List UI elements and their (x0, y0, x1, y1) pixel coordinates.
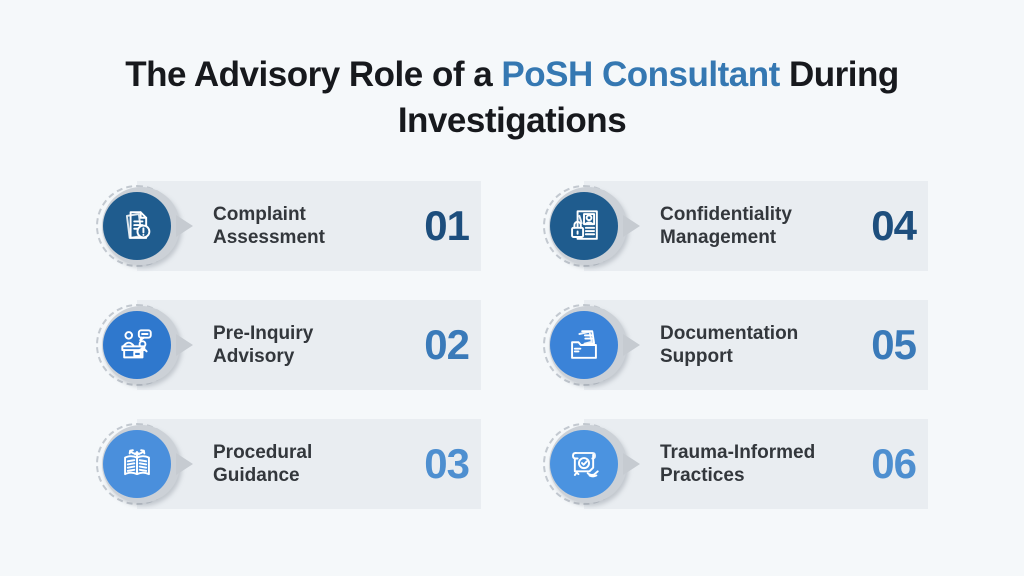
item-label: Complaint Assessment (213, 204, 325, 248)
badge-pointer (176, 215, 193, 237)
list-item (137, 300, 481, 390)
item-badge (543, 304, 625, 386)
complaint-document-alert-icon (103, 192, 171, 260)
title-highlight: PoSH Consultant (501, 55, 780, 94)
badge-pointer (176, 334, 193, 356)
item-badge (96, 423, 178, 505)
guidance-open-book-paths-icon (103, 430, 171, 498)
list-item (137, 181, 481, 271)
list-item (137, 419, 481, 509)
badge-pointer (623, 453, 640, 475)
item-label: Confidentiality Management (660, 204, 792, 248)
item-label: Trauma-Informed Practices (660, 442, 816, 486)
badge-pointer (623, 215, 640, 237)
item-number: 03 (424, 440, 469, 487)
page-title (72, 52, 952, 144)
item-badge (543, 185, 625, 267)
item-badge (543, 423, 625, 505)
item-number: 01 (424, 202, 469, 249)
title-prefix: The Advisory Role of a (125, 55, 502, 94)
item-number: 06 (871, 440, 916, 487)
item-number: 05 (871, 321, 916, 368)
badge-pointer (623, 334, 640, 356)
badge-pointer (176, 453, 193, 475)
item-badge (96, 304, 178, 386)
title-suffix: During Investigations (397, 55, 899, 140)
advisory-consultation-desk-icon (103, 311, 171, 379)
trauma-care-scroll-check-icon (550, 430, 618, 498)
item-label: Documentation Support (660, 323, 799, 367)
list-item (584, 300, 928, 390)
item-label: Procedural Guidance (213, 442, 313, 486)
list-item (584, 419, 928, 509)
item-number: 02 (424, 321, 469, 368)
confidential-lock-document-icon (550, 192, 618, 260)
item-label: Pre-Inquiry Advisory (213, 323, 314, 367)
item-number: 04 (871, 202, 916, 249)
items-grid (137, 181, 928, 509)
list-item (584, 181, 928, 271)
item-badge (96, 185, 178, 267)
documentation-folder-files-icon (550, 311, 618, 379)
